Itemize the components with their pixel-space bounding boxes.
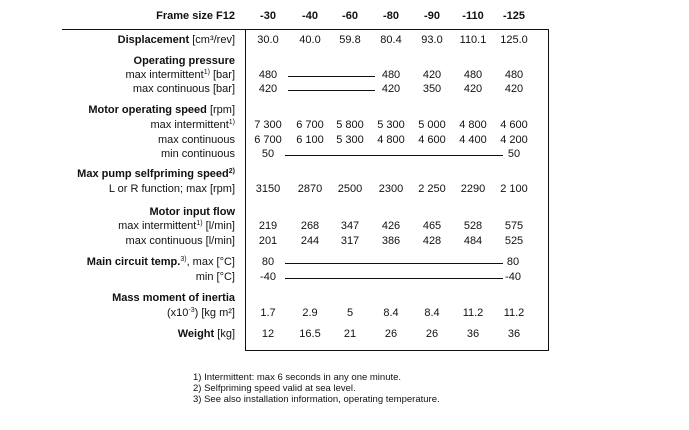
frame-size-cell: -125	[502, 10, 526, 22]
inertia-unit-prefix: (x10	[167, 307, 189, 319]
pump-speed-cell: 2500	[337, 183, 363, 195]
flow-max-intermittent-cell: 528	[463, 220, 483, 232]
pressure-max-intermittent-cell: 480	[463, 69, 483, 81]
displacement-unit: [cm³/rev]	[192, 34, 235, 46]
pump-speed-cell: 2 100	[500, 183, 528, 195]
pressure-max-continuous-cell: 420	[463, 83, 483, 95]
flow-max-continuous-cell: 317	[340, 235, 360, 247]
motor-speed-unit: [rpm]	[209, 104, 235, 116]
inertia-cell: 8.4	[424, 307, 440, 319]
weight-cell: 21	[343, 328, 357, 340]
weight-title: Weight	[177, 328, 215, 340]
flow-max-continuous-text: max continuous	[125, 235, 203, 247]
weight-cell: 12	[261, 328, 275, 340]
temp-min-span-line	[285, 278, 503, 279]
flow-max-continuous-cell: 201	[258, 235, 278, 247]
table-right-border	[548, 29, 549, 351]
pump-speed-unit: [rpm]	[209, 183, 235, 195]
pressure-max-continuous-text: max continuous	[132, 83, 210, 95]
pump-speed-title-text: Max pump selfpriming speed	[77, 168, 229, 180]
speed-max-intermittent-cell: 5 800	[336, 119, 364, 131]
frame-size-label: Frame size F12	[156, 10, 235, 22]
pressure-max-intermittent-first: 480	[258, 69, 278, 81]
pressure-intermittent-span-line	[288, 76, 375, 77]
flow-max-intermittent-cell: 347	[340, 220, 360, 232]
inertia-unit-label	[167, 307, 235, 319]
flow-max-intermittent-text: max intermittent	[118, 220, 197, 232]
inertia-cell: 11.2	[462, 307, 484, 319]
temp-min-label	[196, 271, 235, 283]
pressure-max-intermittent-label	[125, 69, 235, 81]
temp-max-text: , max	[186, 256, 214, 268]
pressure-max-intermittent-text: max intermittent	[125, 69, 204, 81]
inertia-cell: 8.4	[383, 307, 399, 319]
temp-max-span-line	[285, 263, 503, 264]
pump-speed-sub-label	[109, 183, 235, 195]
motor-speed-label	[88, 104, 235, 116]
flow-max-intermittent-label	[118, 220, 235, 232]
pressure-max-continuous-cell: 420	[381, 83, 401, 95]
weight-cell: 26	[425, 328, 439, 340]
flow-max-intermittent-cell: 219	[258, 220, 278, 232]
temp-min-unit: [°C]	[216, 271, 235, 283]
footnote-ref-1b: 1)	[228, 119, 235, 126]
frame-size-cell: -80	[383, 10, 399, 22]
inertia-cell: 1.7	[260, 307, 276, 319]
flow-max-continuous-cell: 525	[504, 235, 524, 247]
speed-max-continuous-cell: 4 800	[377, 134, 405, 146]
speed-max-continuous-cell: 4 400	[459, 134, 487, 146]
temp-min-text: min	[195, 271, 214, 283]
footnote-ref-1c: 1)	[196, 220, 203, 227]
pressure-max-continuous-label	[133, 83, 235, 95]
pressure-max-intermittent-cell: 480	[381, 69, 401, 81]
operating-pressure-title: Operating pressure	[133, 55, 235, 67]
speed-min-continuous-label: min continuous	[161, 148, 235, 160]
pressure-max-continuous-first: 420	[258, 83, 278, 95]
motor-speed-title: Motor operating speed	[88, 104, 207, 116]
weight-label	[178, 328, 235, 340]
speed-max-intermittent-label	[151, 119, 235, 131]
speed-max-continuous-label: max continuous	[157, 134, 235, 146]
flow-max-continuous-unit: [l/min]	[205, 235, 235, 247]
table-bottom-border	[245, 350, 549, 351]
footnote-1: 1) Intermittent: max 6 seconds in any one minute.	[193, 372, 402, 383]
displacement-cell: 110.1	[459, 34, 487, 46]
inertia-title: Mass moment of inertia	[112, 292, 235, 304]
pressure-max-intermittent-unit: [bar]	[212, 69, 235, 81]
footnote-ref-3: 3)	[180, 256, 187, 263]
pressure-continuous-span-line	[288, 90, 375, 91]
temp-max-first: 80	[261, 256, 275, 268]
header-underline	[62, 29, 549, 30]
speed-max-continuous-cell: 6 700	[254, 134, 282, 146]
temp-max-unit: [°C]	[216, 256, 235, 268]
speed-max-intermittent-cell: 7 300	[254, 119, 282, 131]
temp-max-label	[87, 256, 235, 268]
footnote-3: 3) See also installation information, operating temperature.	[193, 394, 440, 405]
speed-min-span-line	[285, 155, 503, 156]
displacement-label	[118, 34, 235, 46]
pump-speed-cell: 3150	[255, 183, 281, 195]
inertia-cell: 5	[346, 307, 354, 319]
displacement-title: Displacement	[117, 34, 190, 46]
speed-max-intermittent-cell: 5 300	[377, 119, 405, 131]
speed-max-continuous-cell: 6 100	[296, 134, 324, 146]
weight-unit: [kg]	[217, 328, 235, 340]
displacement-cell: 125.0	[500, 34, 528, 46]
speed-max-intermittent-text: max intermittent	[150, 119, 229, 131]
speed-max-intermittent-cell: 4 600	[500, 119, 528, 131]
flow-max-continuous-cell: 244	[300, 235, 320, 247]
frame-size-cell: -90	[424, 10, 440, 22]
pressure-max-continuous-unit: [bar]	[212, 83, 235, 95]
flow-max-continuous-cell: 484	[463, 235, 483, 247]
speed-max-intermittent-cell: 4 800	[459, 119, 487, 131]
temp-title: Main circuit temp.	[86, 256, 181, 268]
flow-max-intermittent-cell: 268	[300, 220, 320, 232]
flow-max-continuous-cell: 386	[381, 235, 401, 247]
temp-max-last: 80	[506, 256, 520, 268]
speed-max-intermittent-cell: 5 000	[418, 119, 446, 131]
speed-min-first: 50	[261, 148, 275, 160]
pump-speed-cell: 2290	[460, 183, 486, 195]
footnote-ref-1: 1)	[203, 69, 210, 76]
input-flow-title: Motor input flow	[149, 206, 235, 218]
speed-max-intermittent-cell: 6 700	[296, 119, 324, 131]
pump-speed-cell: 2870	[297, 183, 323, 195]
inertia-cell: 11.2	[503, 307, 525, 319]
table-left-border	[245, 29, 246, 351]
speed-max-continuous-cell: 4 200	[500, 134, 528, 146]
speed-min-last: 50	[507, 148, 521, 160]
displacement-cell: 93.0	[421, 34, 443, 46]
pump-speed-cell: 2300	[378, 183, 404, 195]
weight-cell: 16.5	[299, 328, 321, 340]
inertia-cell: 2.9	[302, 307, 318, 319]
pump-speed-cell: 2 250	[418, 183, 446, 195]
inertia-unit-suffix: ) [kg m²]	[194, 307, 235, 319]
displacement-cell: 30.0	[257, 34, 279, 46]
flow-max-intermittent-cell: 575	[504, 220, 524, 232]
flow-max-intermittent-unit: [l/min]	[205, 220, 235, 232]
flow-max-continuous-cell: 428	[422, 235, 442, 247]
pressure-max-intermittent-cell: 420	[422, 69, 442, 81]
speed-max-continuous-cell: 4 600	[418, 134, 446, 146]
footnote-ref-2: 2)	[228, 168, 235, 175]
frame-size-cell: -60	[342, 10, 358, 22]
flow-max-intermittent-cell: 426	[381, 220, 401, 232]
flow-max-intermittent-cell: 465	[422, 220, 442, 232]
weight-cell: 36	[466, 328, 480, 340]
displacement-cell: 59.8	[339, 34, 361, 46]
footnote-2: 2) Selfpriming speed valid at sea level.	[193, 383, 356, 394]
frame-size-cell: -110	[462, 10, 484, 22]
displacement-cell: 80.4	[380, 34, 402, 46]
weight-cell: 26	[384, 328, 398, 340]
pressure-max-continuous-cell: 350	[422, 83, 442, 95]
temp-min-last: -40	[505, 271, 521, 283]
weight-cell: 36	[507, 328, 521, 340]
frame-size-cell: -40	[302, 10, 318, 22]
flow-max-continuous-label	[126, 235, 235, 247]
frame-size-cell: -30	[260, 10, 276, 22]
temp-min-first: -40	[260, 271, 276, 283]
displacement-cell: 40.0	[299, 34, 321, 46]
pump-speed-sub-text: L or R function; max	[108, 183, 207, 195]
pressure-max-continuous-cell: 420	[504, 83, 524, 95]
inertia-unit-exponent: -3	[188, 307, 195, 314]
speed-max-continuous-cell: 5 300	[336, 134, 364, 146]
pump-speed-title	[77, 168, 235, 180]
pressure-max-intermittent-cell: 480	[504, 69, 524, 81]
